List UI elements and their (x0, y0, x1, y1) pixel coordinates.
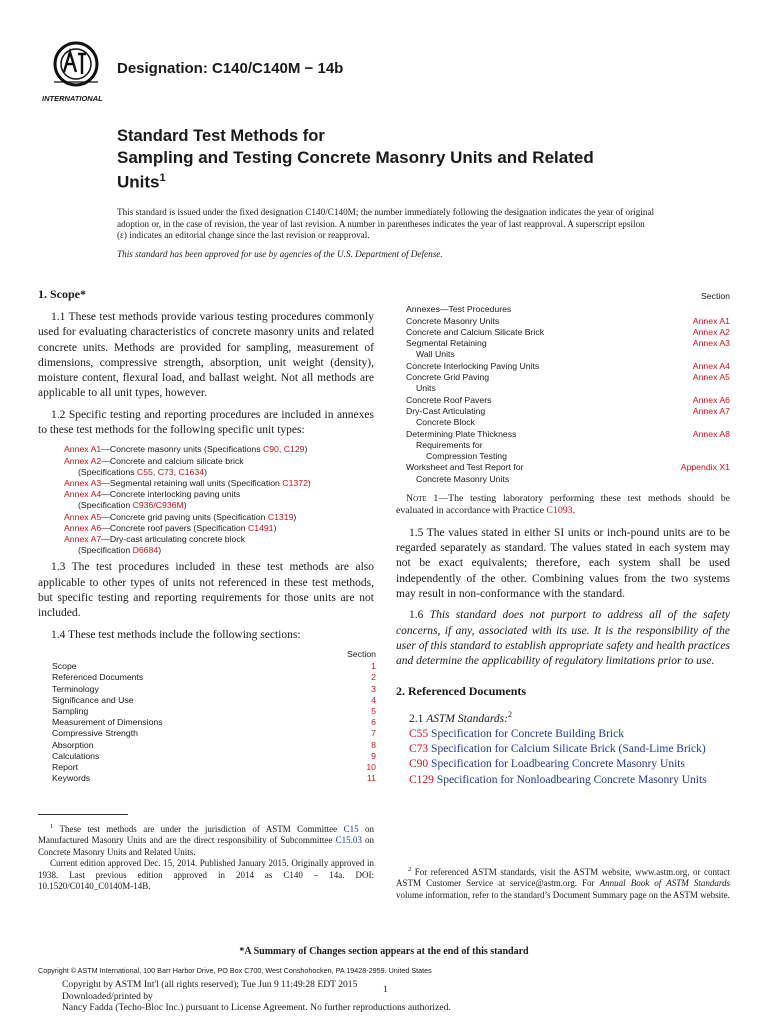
annex-table-label: Concrete Interlocking Paving Units (406, 360, 540, 371)
annex-table-label: Dry-Cast Articulating (406, 405, 486, 416)
left-column (38, 287, 374, 784)
para-1-4: 1.4 These test methods include the following sections: (51, 628, 301, 641)
annex-table-ref-link[interactable]: Annex A5 (692, 372, 730, 383)
footnote-text: on Concrete Masonry Units and Related Units. (38, 835, 374, 857)
annex-table-row (406, 462, 730, 473)
title-footnote-mark: 1 (159, 172, 166, 184)
para-1-3: 1.3 The test procedures included in these test methods are also applicable to other types of units not referenced in these test methods, but specific testing and reporting requirements for those units are not included. (38, 561, 374, 620)
section-number-link[interactable]: 3 (371, 683, 376, 694)
annex-table-label: Segmental Retaining (406, 338, 487, 349)
footnote-1 (38, 821, 374, 858)
sections-column-header: Section (347, 648, 376, 659)
annex-table-ref-link (660, 417, 730, 428)
section-number-link[interactable]: 4 (371, 694, 376, 705)
annex-list-item (64, 478, 374, 489)
sections-row (52, 740, 376, 751)
section-label: Keywords (52, 773, 91, 784)
annex-list-item (64, 456, 374, 467)
sections-row (52, 661, 376, 672)
separator: , (278, 444, 284, 455)
annex-table-label: Concrete Roof Pavers (406, 394, 492, 405)
astm-standards-title: ASTM Standards: (426, 712, 508, 725)
annex-list-item-continued (64, 500, 374, 511)
annex-link[interactable]: Annex A4 (64, 489, 102, 500)
license-block (62, 979, 451, 1014)
annex-table-row (406, 327, 730, 338)
section-number-link[interactable]: 2 (371, 672, 376, 683)
annex-table-header: Section (701, 291, 730, 301)
section-number-link[interactable]: 5 (371, 705, 376, 716)
refdocs-heading: 2. Referenced Documents (396, 683, 527, 698)
annex-desc: —Concrete grid paving units (Specification (101, 511, 268, 522)
annex-desc: —Concrete masonry units (Specifications (101, 444, 263, 455)
paren-close: ) (307, 477, 311, 488)
footnote-1-edition: Current edition approved Dec. 15, 2014. Published January 2015. Originally approved in 1938. Last previous edition approved in 2014 as C140 – 14a. DOI: 10.1520/C0140_C0140M-14B. (38, 858, 374, 892)
astm-standards-label (396, 707, 730, 727)
annex-table-label: Concrete Masonry Units (406, 315, 500, 326)
footnote-text: on Manufactured Masonry Units and are the direct responsibility of Subcommittee (38, 824, 375, 846)
annex-list-item (64, 444, 374, 455)
spec-link[interactable]: C1319 (267, 511, 294, 522)
practice-link[interactable]: C1093 (546, 505, 573, 517)
para-1-6 (396, 608, 730, 669)
para-1-6-text: This standard does not purport to address all of the safety concerns, if any, associated with its use. It is the responsibility of the user of this standard to establish appropriate safety and health practices and determine the applicability of regulatory limitations prior to use. (396, 609, 731, 668)
annex-table-ref-link[interactable]: Annex A4 (692, 360, 730, 371)
annex-table-ref-link[interactable]: Appendix X1 (680, 462, 730, 473)
refdoc-item (409, 757, 730, 772)
annex-list-item-continued (64, 545, 374, 556)
license-line-3: Nancy Fadda (Techo-Bloc Inc.) pursuant to License Agreement. No further reproductions authorized. (62, 1002, 451, 1014)
section-label: Sampling (52, 705, 89, 716)
paren-close: ) (304, 444, 308, 455)
annex-desc: (Specifications (78, 466, 137, 477)
title-line-2: Sampling and Testing Concrete Masonry Units and Related (117, 148, 594, 167)
sections-row (52, 762, 376, 773)
refdoc-item (409, 742, 730, 757)
annex-table-row (406, 383, 730, 394)
annex-table-row (406, 316, 730, 327)
footnote-1-mark: 1 (50, 823, 54, 830)
spec-link[interactable]: C1634 (178, 466, 205, 477)
annex-link[interactable]: Annex A2 (64, 455, 102, 466)
document-title (117, 126, 657, 193)
sections-row (52, 728, 376, 739)
sections-row (52, 773, 376, 784)
annex-table-row (406, 451, 730, 462)
annex-table-row (406, 417, 730, 428)
annex-desc: —Dry-cast articulating concrete block (101, 534, 246, 544)
section-label: Compressive Strength (52, 728, 138, 739)
annex-table (396, 291, 730, 485)
annex-table-ref-link (660, 349, 730, 360)
annex-table-ref-link[interactable]: Annex A8 (692, 428, 730, 439)
refdoc-title-link[interactable]: Specification for Loadbearing Concrete Masonry Units (431, 758, 685, 771)
sections-table (52, 649, 376, 784)
section-number-link[interactable]: 1 (371, 661, 376, 672)
issue-statement: This standard is issued under the fixed designation C140/C140M; the number immediately following the designation indicates the year of original adoption or, in the case of revision, the year of last revision. A number in parentheses indicates the year of last reapproval. A superscript epsilon (ε) indicates an editorial change since the last revision or reapproval. (117, 207, 655, 241)
annex-table-ref-link (660, 440, 730, 451)
astm-standards-footnote-mark: 2 (507, 709, 512, 719)
footnote-text: These test methods are under the jurisdiction of ASTM Committee (53, 824, 344, 834)
summary-of-changes-notice: *A Summary of Changes section appears at the end of this standard (239, 946, 529, 957)
spec-link[interactable]: C90 (262, 444, 279, 455)
annex-table-ref-link (660, 451, 730, 462)
dod-approval-statement: This standard has been approved for use by agencies of the U.S. Department of Defense. (117, 249, 443, 259)
copyright-line: Copyright © ASTM International, 100 Barr Harbor Drive, PO Box C700, West Conshohocken, PA 19428-2959. United States (38, 966, 432, 975)
paren-close: ) (183, 500, 187, 511)
annex-table-ref-link[interactable]: Annex A1 (692, 315, 730, 326)
sections-row (52, 706, 376, 717)
footnote-2-block (396, 858, 730, 901)
annex-table-label: Concrete and Calcium Silicate Brick (406, 326, 545, 337)
annex-table-ref-link (660, 474, 730, 485)
note-1 (396, 493, 730, 518)
annex-table-row (406, 395, 730, 406)
para-1-5: 1.5 The values stated in either SI units or inch-pound units are to be regarded separately as standard. The values stated in each system may not be exact equivalents; therefore, each system shall be used independently of the other. Combining values from the two systems may result in non-conformance with the standard. (396, 526, 730, 601)
annex-list-item (64, 534, 374, 545)
refdoc-title-link[interactable]: Specification for Concrete Building Brick (431, 727, 624, 740)
refdoc-item (409, 727, 730, 742)
section-number-link[interactable]: 7 (371, 728, 376, 739)
annex-table-row (406, 338, 730, 349)
annex-list-item (64, 523, 374, 534)
annex-desc: (Specification (78, 545, 133, 556)
annex-table-label: Requirements for (416, 439, 483, 450)
annex-table-label: Determining Plate Thickness (406, 428, 517, 439)
paren-close: ) (158, 545, 162, 556)
refdocs-items (396, 727, 730, 788)
section-label: Absorption (52, 739, 94, 750)
spec-link[interactable]: C73 (157, 466, 174, 477)
annex-table-ref-link[interactable]: Annex A2 (692, 326, 730, 337)
right-column (396, 291, 730, 788)
annex-table-label: Compression Testing (426, 451, 507, 462)
para-1-6-number: 1.6 (409, 609, 430, 622)
para-1-2: 1.2 Specific testing and reporting procedures are included in annexes to these test methods for the following specific unit types: (38, 408, 374, 437)
sections-row (52, 751, 376, 762)
annex-table-ref-link[interactable]: Annex A6 (692, 394, 730, 405)
annex-table-label: Units (416, 383, 436, 394)
section-number-link[interactable]: 6 (371, 717, 376, 728)
annex-link[interactable]: Annex A1 (64, 444, 102, 455)
footnote-italic: Annual Book of ASTM Standards (599, 878, 731, 889)
annex-table-row (406, 361, 730, 372)
page-number: 1 (383, 984, 388, 995)
scope-heading: 1. Scope* (38, 287, 86, 301)
sections-rows (52, 661, 376, 784)
section-number-link[interactable]: 9 (371, 750, 376, 761)
license-line-2: Downloaded/printed by (62, 990, 153, 1002)
refdoc-code-link[interactable]: C129 (409, 773, 434, 786)
annex-table-ref-link (660, 383, 730, 394)
paren-close: ) (204, 466, 207, 477)
para-1-1: 1.1 These test methods provide various testing procedures commonly used for evaluating characteristics of concrete masonry units and related concrete units. Methods are provided for sampling, measurement of dimensions, compressive strength, absorption, unit weight (density), moisture content, flexural load, and ballast weight. Not all methods are applicable to all unit types, however. (38, 311, 374, 400)
annex-table-label: Wall Units (416, 349, 455, 360)
sections-row (52, 684, 376, 695)
designation: Designation: C140/C140M − 14b (117, 60, 344, 77)
refdoc-code-link[interactable]: C90 (409, 758, 429, 771)
sections-row (52, 695, 376, 706)
annex-table-label: Concrete Masonry Units (416, 473, 510, 484)
separator: , (152, 466, 158, 477)
refdoc-item (409, 773, 730, 788)
separator: , (173, 466, 179, 477)
astm-standards-number: 2.1 (409, 712, 427, 725)
refdoc-code-link[interactable]: C55 (409, 727, 429, 740)
annex-table-rows (406, 316, 730, 485)
annex-table-row (406, 372, 730, 383)
section-label: Measurement of Dimensions (52, 717, 163, 728)
paren-close: ) (293, 511, 297, 522)
footnote-rule (38, 814, 128, 815)
annex-list-item-continued (64, 467, 374, 478)
spec-link[interactable]: C55 (136, 466, 153, 477)
committee-link[interactable]: C15 (343, 824, 359, 834)
astm-logo (40, 38, 112, 106)
spec-link[interactable]: C1372 (282, 477, 308, 488)
footnote-2 (396, 864, 730, 901)
annex-link[interactable]: Annex A7 (64, 534, 102, 544)
footnote-text: volume information, refer to the standard’s Document Summary page on the ASTM website. (396, 889, 730, 900)
section-label: Referenced Documents (52, 672, 144, 683)
section-label: Terminology (52, 683, 99, 694)
subcommittee-link[interactable]: C15.03 (335, 835, 362, 846)
spec-link[interactable]: C129 (283, 444, 305, 455)
annex-table-label: Concrete Block (416, 417, 475, 428)
section-label: Scope (52, 661, 77, 672)
sections-row (52, 672, 376, 683)
annex-desc: —Concrete interlocking paving units (101, 489, 241, 500)
footnote-text: For referenced ASTM standards, visit the ASTM website, www.astm.org, or contact ASTM Customer Service at service@astm.org. For (396, 867, 730, 889)
refdoc-title-link[interactable]: Specification for Nonloadbearing Concrete Masonry Units (436, 773, 707, 786)
annex-desc: (Specification (78, 500, 133, 511)
annex-table-ref-link[interactable]: Annex A3 (692, 338, 730, 349)
spec-link[interactable]: D6684 (132, 545, 159, 556)
annex-table-row (406, 349, 730, 360)
annex-link[interactable]: Annex A3 (64, 477, 102, 488)
annex-table-row (406, 406, 730, 417)
note-text: 1—The testing laboratory performing these test methods should be evaluated in accordance with Practice (396, 493, 730, 517)
section-label: Significance and Use (52, 694, 134, 705)
note-label: Note (406, 493, 427, 505)
annex-table-ref-link[interactable]: Annex A7 (692, 405, 730, 416)
annex-list-item (64, 512, 374, 523)
paren-close: ) (273, 522, 277, 533)
annex-link[interactable]: Annex A6 (64, 522, 102, 533)
annex-table-label: Concrete Grid Paving (406, 372, 490, 383)
license-line-1: Copyright by ASTM Int'l (all rights reserved); Tue Jun 9 11:49:28 EDT 2015 (62, 979, 358, 990)
annex-table-row (406, 429, 730, 440)
section-label: Report (52, 761, 79, 772)
sections-row (52, 717, 376, 728)
annex-table-row (406, 474, 730, 485)
spec-link[interactable]: C936/C936M (132, 500, 184, 511)
section-number-link[interactable]: 10 (366, 761, 376, 772)
annex-desc: —Segmental retaining wall units (Specification (101, 477, 283, 488)
title-line-3 (117, 168, 657, 193)
annex-link[interactable]: Annex A5 (64, 511, 102, 522)
refdoc-code-link[interactable]: C73 (409, 742, 429, 755)
annex-desc: —Concrete roof pavers (Specification (101, 522, 248, 533)
refdoc-title-link[interactable]: Specification for Calcium Silicate Brick (Sand-Lime Brick) (431, 742, 706, 755)
section-number-link[interactable]: 11 (366, 773, 376, 784)
annex-table-label: Worksheet and Test Report for (406, 462, 524, 473)
annex-list-item (64, 489, 374, 500)
annex-list (38, 444, 374, 556)
section-label: Calculations (52, 750, 100, 761)
annex-table-row (406, 440, 730, 451)
footnote-2-mark: 2 (408, 866, 412, 873)
section-number-link[interactable]: 8 (371, 739, 376, 750)
note-end: . (572, 505, 576, 517)
annex-desc: —Concrete and calcium silicate brick (101, 455, 244, 466)
spec-link[interactable]: C1491 (248, 522, 274, 533)
logo-wordmark: INTERNATIONAL (42, 94, 103, 103)
refdocs-list (396, 707, 730, 788)
footnote-1-block (38, 814, 374, 892)
annex-table-group: Annexes—Test Procedures (406, 304, 512, 315)
title-line-3-text: Units (117, 172, 160, 192)
title-line-1: Standard Test Methods for (117, 127, 325, 145)
